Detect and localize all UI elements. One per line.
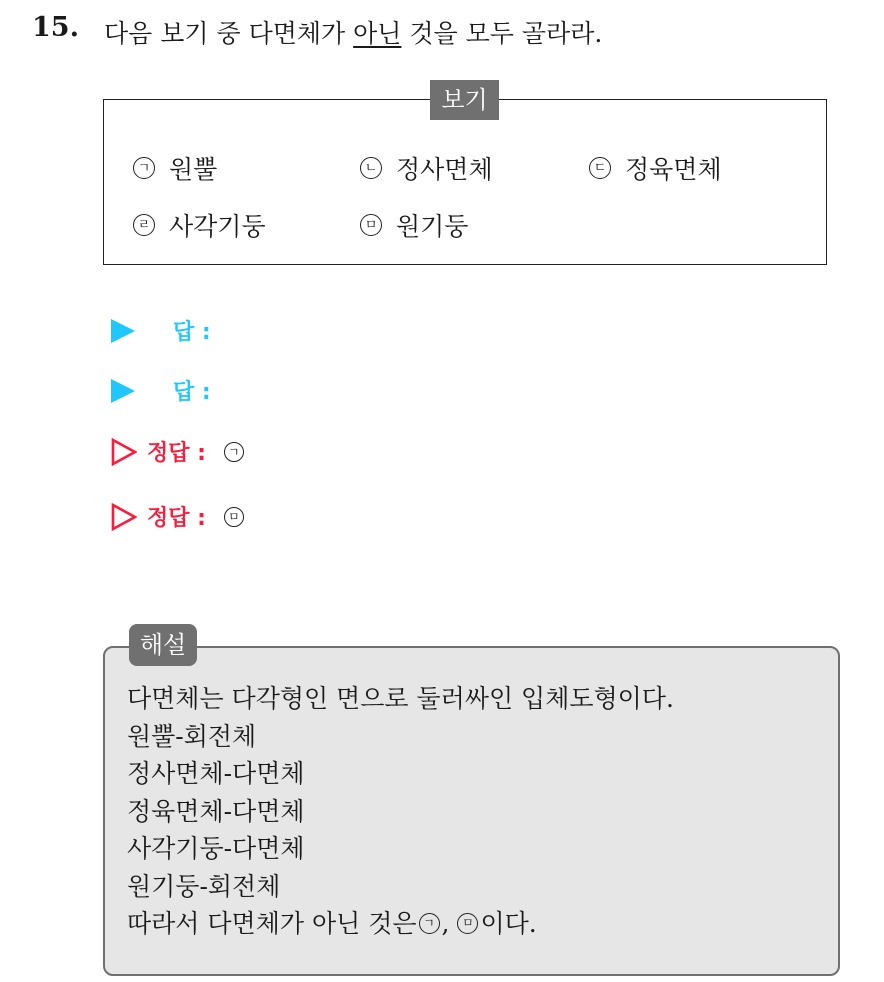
- choice-mark: ㄷ: [589, 157, 611, 179]
- explanation-text: [127, 680, 674, 943]
- answer-row-2: [111, 375, 229, 406]
- choice-1: [133, 150, 217, 186]
- correct-answer-row-2: [111, 501, 244, 532]
- outline-triangle-icon: [111, 438, 137, 466]
- explanation-line: 정사면체-다면체: [127, 759, 305, 788]
- correct-answer-value: [224, 507, 244, 527]
- conclusion-separator: ,: [441, 909, 450, 938]
- outline-triangle-icon: [111, 503, 137, 531]
- question-text-after: 것을 모두 골라라.: [401, 19, 603, 48]
- conclusion-text-after: 이다.: [480, 909, 537, 938]
- explanation-line: 정육면체-다면체: [127, 796, 305, 826]
- play-arrow-icon: [111, 319, 135, 343]
- conclusion-mark-1: ㄱ: [419, 913, 440, 934]
- choice-label: 원뿔: [169, 155, 218, 184]
- correct-answer-value: [224, 442, 244, 462]
- choice-5: [360, 207, 468, 243]
- explanation-line: 다면체는 다각형인 면으로 둘러싸인 입체도형이다.: [127, 684, 674, 713]
- choice-mark: ㅁ: [360, 214, 382, 236]
- explanation-conclusion: [127, 905, 674, 943]
- answer-row-1: [111, 315, 229, 346]
- question-text-underlined: 아닌: [353, 19, 402, 48]
- answer-label: 답 :: [173, 320, 211, 345]
- choice-3: [589, 150, 722, 186]
- answer-label: 답 :: [173, 380, 211, 405]
- question-text: [104, 14, 602, 50]
- choice-label: 정육면체: [625, 155, 722, 184]
- choice-label: 정사면체: [396, 155, 493, 184]
- choice-4: [133, 207, 266, 243]
- explanation-line: 원뿔-회전체: [127, 721, 257, 751]
- explanation-line: 사각기둥-다면체: [127, 834, 305, 863]
- bogi-title: 보기: [430, 80, 499, 120]
- explanation-line: 원기둥-회전체: [127, 871, 281, 901]
- correct-answer-row-1: [111, 436, 244, 467]
- choice-label: 사각기둥: [169, 212, 266, 241]
- explanation-title: 해설: [129, 624, 197, 666]
- choice-mark: ㄱ: [133, 157, 155, 179]
- choice-2: [360, 150, 493, 186]
- conclusion-mark-2: ㅁ: [457, 913, 478, 934]
- correct-answer-mark: ㅁ: [224, 507, 244, 527]
- question-number: 15.: [32, 12, 79, 43]
- conclusion-text-before: 따라서 다면체가 아닌 것은: [127, 909, 417, 938]
- correct-answer-mark: ㄱ: [224, 442, 244, 462]
- choice-mark: ㄹ: [133, 214, 155, 236]
- correct-answer-label: 정답 :: [147, 441, 206, 466]
- correct-answer-label: 정답 :: [147, 506, 206, 531]
- choice-mark: ㄴ: [360, 157, 382, 179]
- play-arrow-icon: [111, 379, 135, 403]
- choice-label: 원기둥: [396, 212, 469, 241]
- question-text-before: 다음 보기 중 다면체가: [104, 19, 354, 48]
